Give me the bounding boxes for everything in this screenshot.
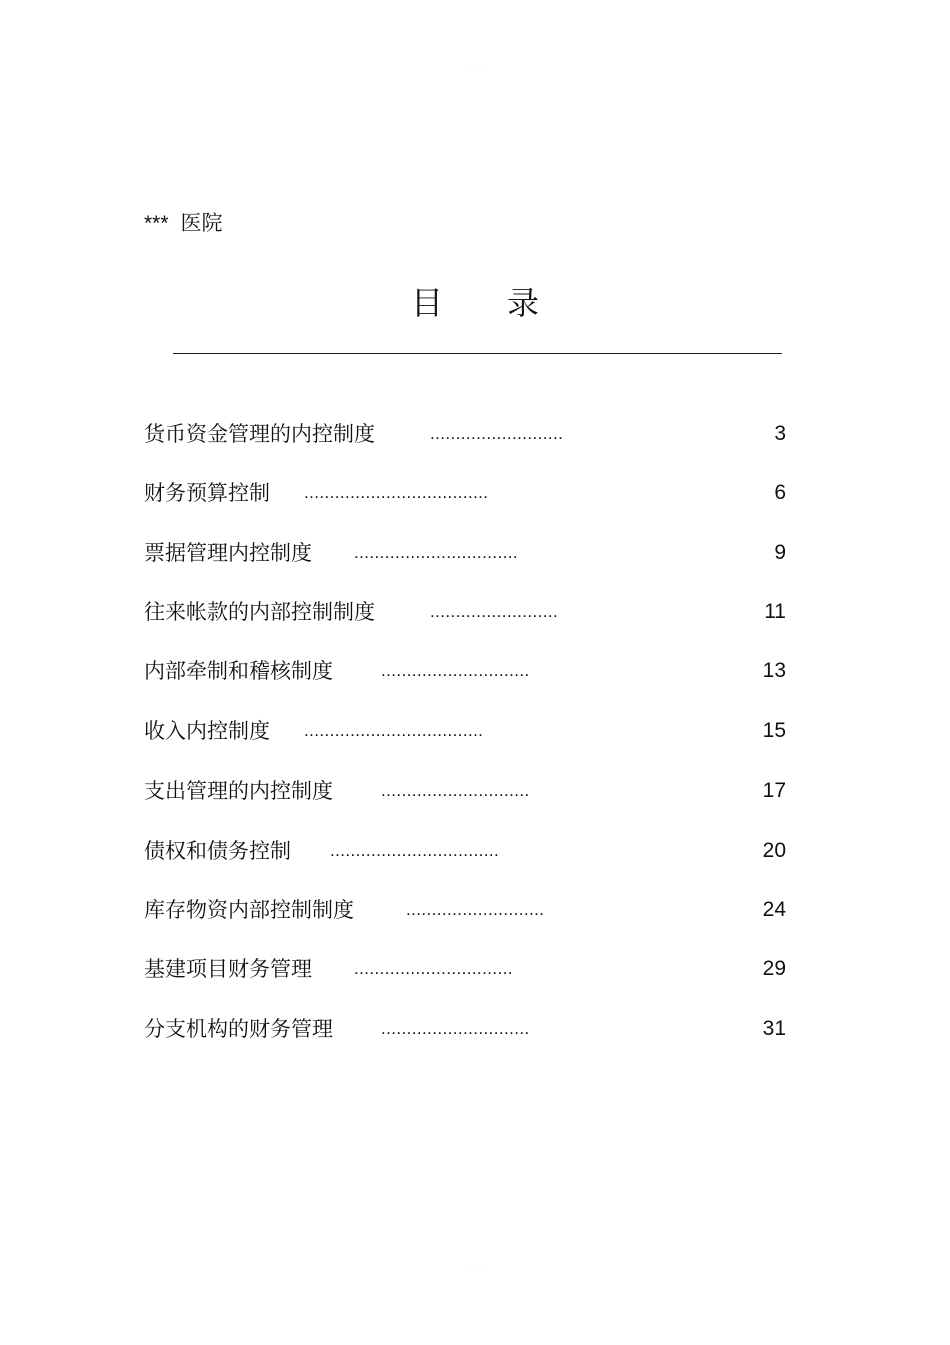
toc-entry-page: 29 xyxy=(762,957,786,980)
toc-entry-leader: ............................. xyxy=(381,781,530,800)
toc-entry-page: 15 xyxy=(762,719,786,742)
toc-entry[interactable] xyxy=(144,1013,786,1045)
toc-entry-label: 财务预算控制 xyxy=(144,481,270,505)
toc-entry[interactable] xyxy=(144,655,786,687)
toc-entry-leader: .................................... xyxy=(304,483,489,502)
toc-entry[interactable] xyxy=(144,894,786,926)
toc-entry[interactable] xyxy=(144,418,786,450)
toc-entry[interactable] xyxy=(144,477,786,509)
toc-entry-page: 6 xyxy=(774,481,786,504)
toc-entry-page: 24 xyxy=(762,898,786,921)
toc-entry-label: 基建项目财务管理 xyxy=(144,957,312,981)
toc-entry-leader: ............................... xyxy=(354,959,513,978)
toc-entry-leader: ................................ xyxy=(354,543,518,562)
page-bottom-mark: · · · · · xyxy=(464,1262,486,1267)
toc-entry-label: 内部牵制和稽核制度 xyxy=(144,659,333,683)
toc-entry-page: 13 xyxy=(762,659,786,682)
toc-entry-leader: ............................. xyxy=(381,661,530,680)
organization-label: 医院 xyxy=(180,211,223,235)
toc-entry-label: 库存物资内部控制制度 xyxy=(144,898,354,922)
toc-entry[interactable] xyxy=(144,835,786,867)
toc-entry-page: 31 xyxy=(762,1017,786,1040)
toc-title: 目 录 xyxy=(410,284,539,322)
toc-entry[interactable] xyxy=(144,953,786,985)
toc-entry-page: 20 xyxy=(762,839,786,862)
toc-entry-label: 票据管理内控制度 xyxy=(144,541,312,565)
toc-entry-leader: ............................. xyxy=(381,1019,530,1038)
toc-entry-label: 往来帐款的内部控制制度 xyxy=(144,600,375,624)
toc-entry-leader: ................................. xyxy=(330,841,500,860)
toc-entry-label: 支出管理的内控制度 xyxy=(144,779,333,803)
toc-entry-label: 收入内控制度 xyxy=(144,719,270,743)
toc-entry-leader: ................................... xyxy=(304,721,484,740)
toc-entry-page: 3 xyxy=(774,422,786,445)
toc-entry[interactable] xyxy=(144,715,786,747)
toc-entry[interactable] xyxy=(144,537,786,569)
toc-entry[interactable] xyxy=(144,596,786,628)
toc-entry-page: 17 xyxy=(762,779,786,802)
organization-prefix: *** xyxy=(144,212,169,235)
toc-entry-label: 分支机构的财务管理 xyxy=(144,1017,333,1041)
toc-entry-leader: ........................... xyxy=(406,900,545,919)
toc-entry-label: 货币资金管理的内控制度 xyxy=(144,422,375,446)
toc-entry[interactable] xyxy=(144,775,786,807)
toc-entry-leader: .......................... xyxy=(430,424,564,443)
toc-entry-page: 9 xyxy=(774,541,786,564)
toc-entry-leader: ......................... xyxy=(430,602,559,621)
toc-entry-page: 11 xyxy=(764,600,786,623)
page-top-mark: · · · · · xyxy=(464,64,486,69)
toc-entry-label: 债权和债务控制 xyxy=(144,839,291,863)
